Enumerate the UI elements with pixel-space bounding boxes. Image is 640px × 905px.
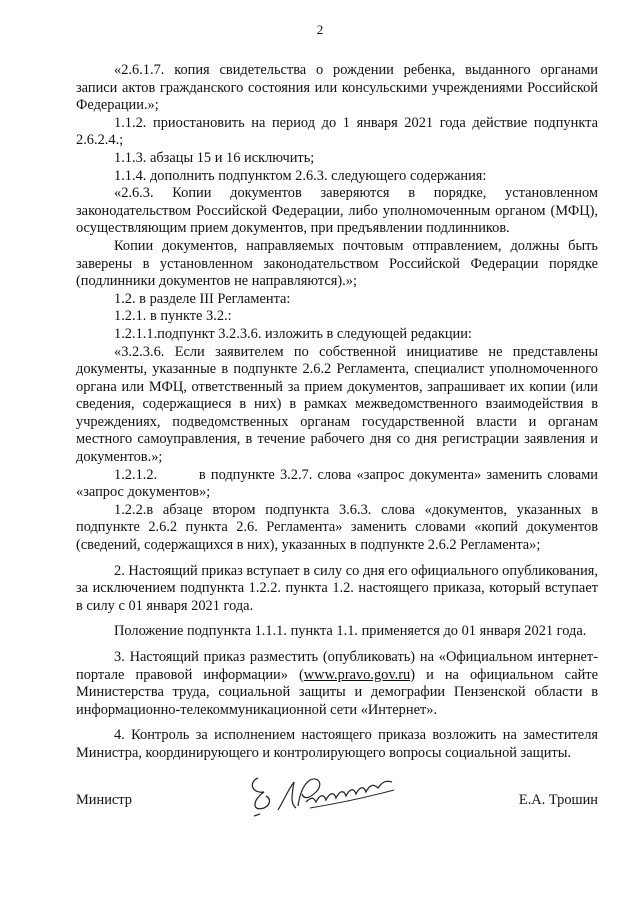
paragraph-publication	[76, 649, 598, 719]
paragraph: 1.1.2. приостановить на период до 1 января 2021 года действие подпункта 2.6.2.4.;	[76, 114, 598, 149]
paragraph: 4. Контроль за исполнением настоящего приказа возложить на заместителя Министра, координирующего и контролирующего вопросы социальной защиты.	[76, 727, 598, 761]
pravo-link[interactable]: www.pravo.gov.ru	[303, 666, 411, 683]
handwritten-signature	[244, 764, 414, 826]
signatory-name: Е.А. Трошин	[518, 792, 598, 808]
paragraph: «2.6.1.7. копия свидетельства о рождении ребенка, выданного органами записи актов гражданского состояния или консульскими учреждениями Российской Федерации.»;	[76, 62, 598, 114]
paragraph: 1.1.4. дополнить подпунктом 2.6.3. следующего содержания:	[114, 167, 487, 184]
paragraph: 1.2.2.в абзаце втором подпункта 3.6.3. слова «документов, указанных в подпункте 2.6.2 пункта 2.6. Регламента» заменить словами «копий документов (сведений, содержащихся в них), указанных в подпункте 2.6.2 Регламента»;	[76, 501, 598, 554]
paragraph: 1.2.1. в пункте 3.2.:	[114, 308, 232, 325]
paragraph: 1.2.1.1.подпункт 3.2.3.6. изложить в следующей редакции:	[114, 325, 472, 342]
paragraph: 1.2. в разделе III Регламента:	[114, 290, 291, 307]
paragraph: «2.6.3. Копии документов заверяются в порядке, установленном законодательством Российской Федерации, либо уполномоченным органом (МФЦ), осуществляющим прием документов, при предъявлении подлинников.	[76, 185, 598, 237]
page-number: 2	[316, 22, 324, 37]
paragraph: 1.2.1.2. в подпункте 3.2.7. слова «запрос документа» заменить словами «запрос документов»;	[76, 466, 602, 501]
paragraph: 2. Настоящий приказ вступает в силу со дня его официального опубликования, за исключением подпункта 1.2.2. пункта 1.2. настоящего приказа, который вступает в силу с 01 января 2021 года.	[76, 562, 598, 614]
paragraph: «3.2.3.6. Если заявителем по собственной инициативе не представлены документы, указанные в подпункте 2.6.2 Регламента, специалист уполномоченного органа или МФЦ, ответственный за прием документов, запрашивает их копии (или сведения, содержащиеся в них) в рамках межведомственного взаимодействия в учреждениях, подведомственных органам государственной власти и органам местного самоуправления, в течение рабочего дня со дня регистрации заявления и документов.»;	[76, 343, 598, 466]
paragraph: 1.1.3. абзацы 15 и 16 исключить;	[114, 149, 315, 166]
paragraph: Положение подпункта 1.1.1. пункта 1.1. применяется до 01 января 2021 года.	[114, 623, 587, 640]
paragraph-text: ) и на официальном сайте Министерства труда, социальной защиты и демографии Пензенской области в информационно-телекоммуникационной сети «Интернет».	[76, 666, 598, 718]
paragraph-text: 3. Настоящий приказ разместить (опубликовать) на «Официальном интернет-портале правовой информации» (	[76, 649, 598, 683]
document-body	[76, 62, 602, 763]
signatory-title: Министр	[76, 792, 132, 808]
paragraph: Копии документов, направляемых почтовым отправлением, должны быть заверены в установленном законодательством Российской Федерации порядке (подлинники документов не направляются).»;	[76, 237, 598, 290]
signature-block	[76, 788, 598, 816]
